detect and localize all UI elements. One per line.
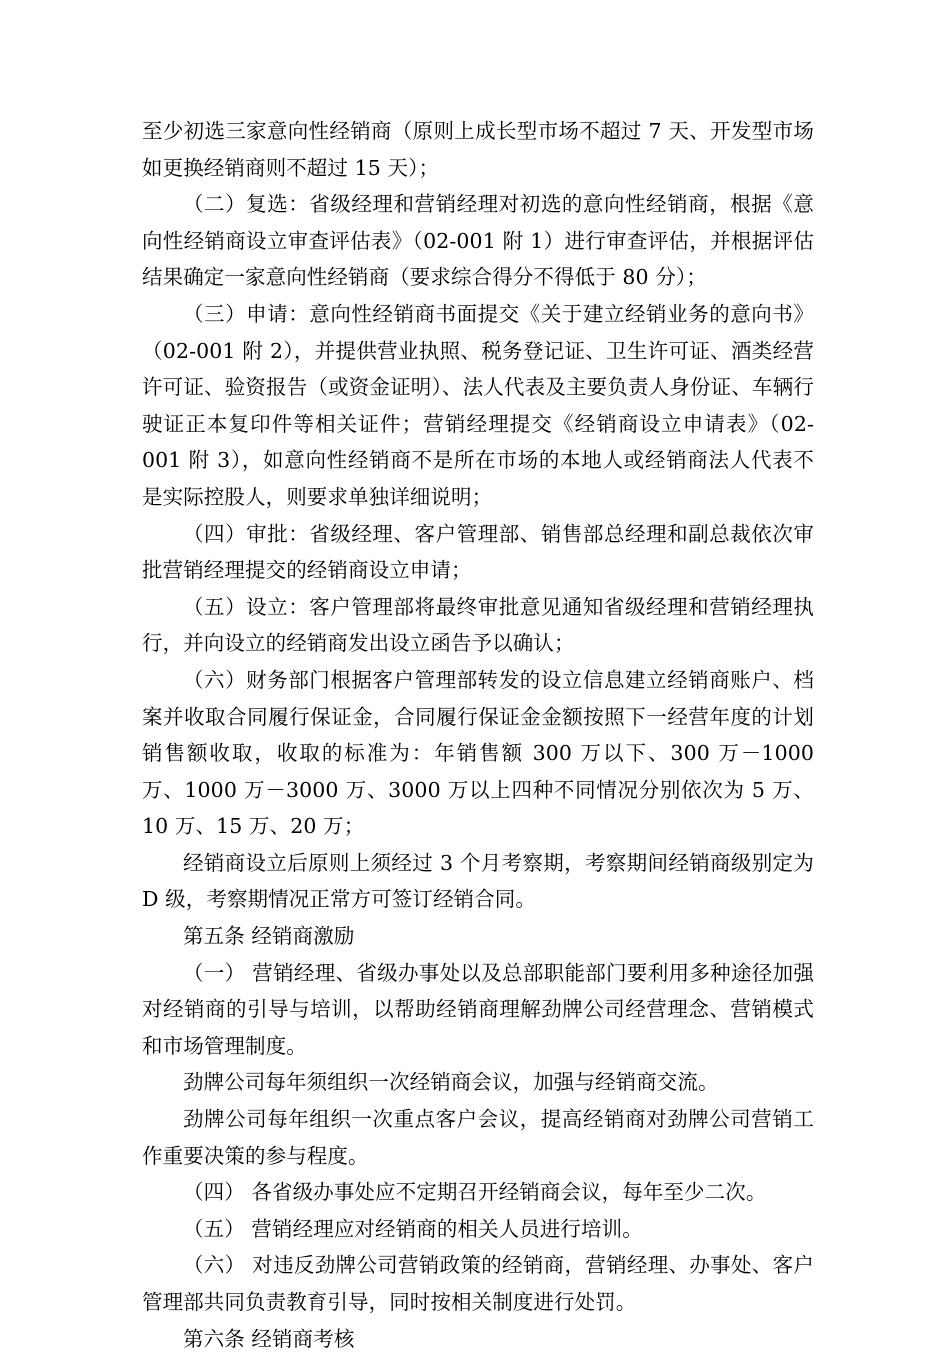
paragraph-key-customer-meeting: 劲牌公司每年组织一次重点客户会议，提高经销商对劲牌公司营销工作重要决策的参与程度。	[142, 1107, 814, 1168]
section-heading-article-5: 第五条 经销商激励	[183, 924, 355, 949]
paragraph-second-selection: （二）复选：省级经理和营销经理对初选的意向性经销商，根据《意向性经销商设立审查评估表》（02-001 附 1）进行审查评估，并根据评估结果确定一家意向性经销商（要求综合得分不得低于 80 分）；	[142, 192, 814, 290]
paragraph-provincial-meetings: （四） 各省级办事处应不定期召开经销商会议，每年至少二次。	[183, 1180, 767, 1205]
paragraph-application: （三）申请：意向性经销商书面提交《关于建立经销业务的意向书》（02-001 附 2），并提供营业执照、税务登记证、卫生许可证、酒类经营许可证、验资报告（或资金证明）、法人代表及主要负责人身份证、车辆行驶证正本复印件等相关证件；营销经理提交《经销商设立申请表》（02-001 附 3），如意向性经销商不是所在市场的本地人或经销商法人代表不是实际控股人，则要求单独详细说明；	[142, 301, 814, 509]
paragraph-finance-deposit: （六）财务部门根据客户管理部转发的设立信息建立经销商账户、档案并收取合同履行保证金，合同履行保证金金额按照下一经营年度的计划销售额收取，收取的标准为：年销售额 300 万以下、300 万－1000 万、1000 万－3000 万、3000 万以上四种不同情况分别依次为 5 万、10 万、15 万、20 万；	[142, 667, 814, 839]
paragraph-probation-period: 经销商设立后原则上须经过 3 个月考察期，考察期间经销商级别定为 D 级，考察期情况正常方可签订经销合同。	[142, 850, 814, 912]
paragraph-initial-selection-continued: 至少初选三家意向性经销商（原则上成长型市场不超过 7 天、开发型市场如更换经销商则不超过 15 天）；	[142, 119, 814, 180]
paragraph-annual-dealer-meeting: 劲牌公司每年须组织一次经销商会议，加强与经销商交流。	[183, 1070, 719, 1095]
paragraph-staff-training: （五） 营销经理应对经销商的相关人员进行培训。	[183, 1216, 643, 1241]
section-heading-article-6: 第六条 经销商考核	[183, 1326, 355, 1351]
paragraph-approval: （四）审批：省级经理、客户管理部、销售部总经理和副总裁依次审批营销经理提交的经销商设立申请；	[142, 521, 814, 583]
paragraph-establishment: （五）设立：客户管理部将最终审批意见通知省级经理和营销经理执行，并向设立的经销商发出设立函告予以确认；	[142, 594, 814, 656]
document-page	[142, 113, 814, 1357]
paragraph-violation-handling: （六） 对违反劲牌公司营销政策的经销商，营销经理、办事处、客户管理部共同负责教育引导，同时按相关制度进行处罚。	[142, 1253, 814, 1314]
paragraph-guidance-training: （一） 营销经理、省级办事处以及总部职能部门要利用多种途径加强对经销商的引导与培训，以帮助经销商理解劲牌公司经营理念、营销模式和市场管理制度。	[142, 960, 814, 1058]
